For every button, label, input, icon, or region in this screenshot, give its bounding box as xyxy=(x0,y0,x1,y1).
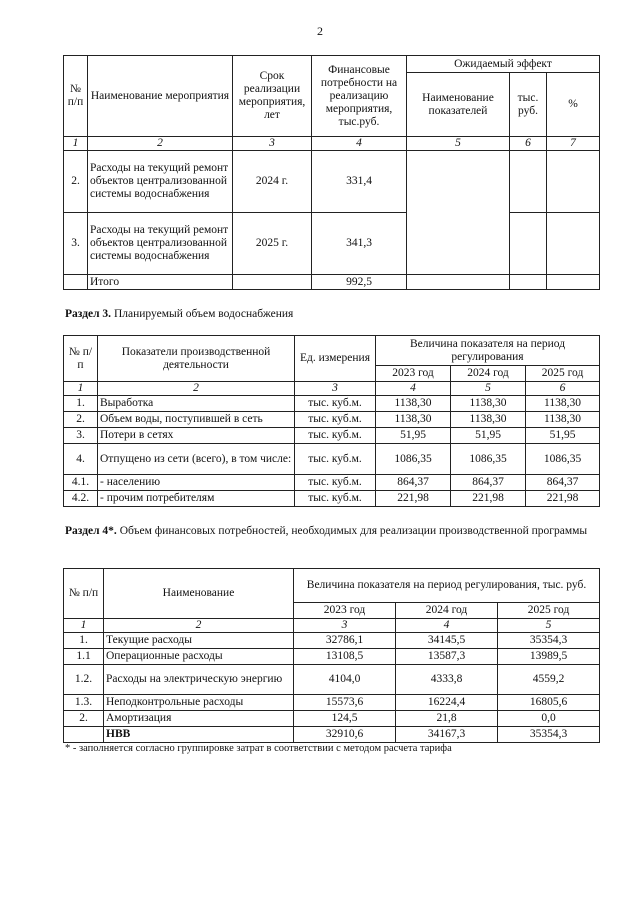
row-value-2024: 1138,30 xyxy=(451,396,526,412)
table-row xyxy=(64,491,600,507)
row-effect-name xyxy=(407,151,510,275)
table-row xyxy=(64,695,600,711)
col-number: 6 xyxy=(526,382,600,396)
col-number: 5 xyxy=(451,382,526,396)
row-name: Отпущено из сети (всего), в том числе: xyxy=(98,444,295,475)
col-number: 4 xyxy=(396,619,498,633)
row-value-2023: 4104,0 xyxy=(294,665,396,695)
row-name: - прочим потребителям xyxy=(98,491,295,507)
row-value-2024: 16224,4 xyxy=(396,695,498,711)
row-value-2024: 21,8 xyxy=(396,711,498,727)
col-number: 4 xyxy=(376,382,451,396)
section4-title-rest: Объем финансовых потребностей, необходимых для реализации производственной программы xyxy=(116,525,588,537)
row-num: 4. xyxy=(64,444,98,475)
section4-title-bold: Раздел 4*. xyxy=(65,525,117,537)
table-row xyxy=(64,412,600,428)
row-value-2024: 1138,30 xyxy=(451,412,526,428)
row-num xyxy=(64,727,104,743)
col-header-name: Наименование мероприятия xyxy=(88,56,233,137)
row-value-2025: 864,37 xyxy=(526,475,600,491)
row-value-2023: 32910,6 xyxy=(294,727,396,743)
row-unit: тыс. куб.м. xyxy=(295,475,376,491)
row-value-2025: 0,0 xyxy=(498,711,600,727)
row-effect-pct xyxy=(547,151,600,213)
col-header-2024: 2024 год xyxy=(396,603,498,619)
row-name: - населению xyxy=(98,475,295,491)
row-value-2024: 34167,3 xyxy=(396,727,498,743)
table-row xyxy=(64,711,600,727)
page-number: 2 xyxy=(317,24,323,38)
col-header-name: Наименование xyxy=(104,569,294,619)
col-number: 1 xyxy=(64,619,104,633)
col-number: 2 xyxy=(104,619,294,633)
row-value-2023: 1086,35 xyxy=(376,444,451,475)
row-value-2023: 221,98 xyxy=(376,491,451,507)
total-effect-name xyxy=(407,275,510,290)
row-term: 2025 г. xyxy=(233,213,312,275)
row-effect-pct xyxy=(547,213,600,275)
row-name: Операционные расходы xyxy=(104,649,294,665)
row-value-2023: 15573,6 xyxy=(294,695,396,711)
footnote: * - заполняется согласно группировке затрат в соответствии с методом расчета тарифа xyxy=(65,743,452,754)
row-value-2024: 221,98 xyxy=(451,491,526,507)
row-num: 2. xyxy=(64,711,104,727)
total-term xyxy=(233,275,312,290)
table-row xyxy=(64,665,600,695)
table-row xyxy=(64,151,600,213)
row-num: 4.2. xyxy=(64,491,98,507)
col-header-finance: Финансовые потребности на реализацию мероприятия, тыс.руб. xyxy=(312,56,407,137)
row-finance: 341,3 xyxy=(312,213,407,275)
total-label: Итого xyxy=(88,275,233,290)
row-value-2023: 32786,1 xyxy=(294,633,396,649)
row-num: 1.2. xyxy=(64,665,104,695)
col-header-2024: 2024 год xyxy=(451,366,526,382)
row-value-2024: 51,95 xyxy=(451,428,526,444)
row-value-2023: 124,5 xyxy=(294,711,396,727)
row-num: 3. xyxy=(64,428,98,444)
row-value-2023: 864,37 xyxy=(376,475,451,491)
col-header-thousand-rub: тыс. руб. xyxy=(510,73,547,137)
col-header-num: № п/п xyxy=(64,569,104,619)
row-name: Расходы на электрическую энергию xyxy=(104,665,294,695)
col-number: 2 xyxy=(88,137,233,151)
col-header-percent: % xyxy=(547,73,600,137)
col-header-value: Величина показателя на период регулирования, тыс. руб. xyxy=(294,569,600,603)
table-row xyxy=(64,649,600,665)
table-row xyxy=(64,444,600,475)
row-term: 2024 г. xyxy=(233,151,312,213)
row-unit: тыс. куб.м. xyxy=(295,396,376,412)
col-header-unit: Ед. измерения xyxy=(295,336,376,382)
financial-needs-table xyxy=(63,568,600,743)
col-header-term: Срок реализации мероприятия, лет xyxy=(233,56,312,137)
row-num: 1.3. xyxy=(64,695,104,711)
row-unit: тыс. куб.м. xyxy=(295,412,376,428)
col-header-num: № п/п xyxy=(64,336,98,382)
col-number: 3 xyxy=(295,382,376,396)
measures-table xyxy=(63,55,600,290)
row-unit: тыс. куб.м. xyxy=(295,491,376,507)
table-row xyxy=(64,633,600,649)
water-supply-table xyxy=(63,335,600,507)
row-name: Выработка xyxy=(98,396,295,412)
row-value-2025: 35354,3 xyxy=(498,633,600,649)
row-value-2025: 4559,2 xyxy=(498,665,600,695)
total-row xyxy=(64,275,600,290)
col-number: 3 xyxy=(294,619,396,633)
row-num: 4.1. xyxy=(64,475,98,491)
row-num: 2. xyxy=(64,151,88,213)
row-unit: тыс. куб.м. xyxy=(295,428,376,444)
row-num: 1. xyxy=(64,633,104,649)
col-number: 1 xyxy=(64,382,98,396)
col-header-2023: 2023 год xyxy=(294,603,396,619)
col-header-2023: 2023 год xyxy=(376,366,451,382)
row-name: Расходы на текущий ремонт объектов централизованной системы водоснабжения xyxy=(88,151,233,213)
col-number: 6 xyxy=(510,137,547,151)
section4-title xyxy=(65,524,601,539)
row-name: Амортизация xyxy=(104,711,294,727)
row-effect-rub xyxy=(510,213,547,275)
table-row xyxy=(64,213,600,275)
row-value-2023: 1138,30 xyxy=(376,396,451,412)
total-num xyxy=(64,275,88,290)
row-value-2023: 51,95 xyxy=(376,428,451,444)
row-num: 1. xyxy=(64,396,98,412)
col-number: 4 xyxy=(312,137,407,151)
table-row xyxy=(64,396,600,412)
row-value-2025: 221,98 xyxy=(526,491,600,507)
col-header-2025: 2025 год xyxy=(498,603,600,619)
col-header-num: № п/п xyxy=(64,56,88,137)
row-name: Расходы на текущий ремонт объектов централизованной системы водоснабжения xyxy=(88,213,233,275)
table-row xyxy=(64,428,600,444)
row-num: 2. xyxy=(64,412,98,428)
row-value-2024: 1086,35 xyxy=(451,444,526,475)
row-value-2025: 1086,35 xyxy=(526,444,600,475)
row-value-2024: 34145,5 xyxy=(396,633,498,649)
total-row xyxy=(64,727,600,743)
col-number: 2 xyxy=(98,382,295,396)
col-header-effect: Ожидаемый эффект xyxy=(407,56,600,73)
table-row xyxy=(64,475,600,491)
row-name: НВВ xyxy=(104,727,294,743)
col-number: 5 xyxy=(498,619,600,633)
row-value-2025: 16805,6 xyxy=(498,695,600,711)
row-value-2024: 864,37 xyxy=(451,475,526,491)
col-number: 7 xyxy=(547,137,600,151)
section3-title xyxy=(65,308,293,320)
total-finance: 992,5 xyxy=(312,275,407,290)
col-header-indicators: Показатели производственной деятельности xyxy=(98,336,295,382)
row-name: Неподконтрольные расходы xyxy=(104,695,294,711)
row-value-2025: 13989,5 xyxy=(498,649,600,665)
row-value-2025: 35354,3 xyxy=(498,727,600,743)
row-value-2025: 51,95 xyxy=(526,428,600,444)
col-number: 3 xyxy=(233,137,312,151)
row-name: Потери в сетях xyxy=(98,428,295,444)
col-number: 1 xyxy=(64,137,88,151)
total-effect-pct xyxy=(547,275,600,290)
row-name: Текущие расходы xyxy=(104,633,294,649)
row-num: 3. xyxy=(64,213,88,275)
row-value-2023: 13108,5 xyxy=(294,649,396,665)
total-effect-rub xyxy=(510,275,547,290)
section3-title-bold: Раздел 3. xyxy=(65,308,112,320)
section3-title-rest: Планируемый объем водоснабжения xyxy=(111,308,294,320)
row-value-2023: 1138,30 xyxy=(376,412,451,428)
row-finance: 331,4 xyxy=(312,151,407,213)
row-num: 1.1 xyxy=(64,649,104,665)
row-effect-rub xyxy=(510,151,547,213)
col-header-2025: 2025 год xyxy=(526,366,600,382)
row-name: Объем воды, поступившей в сеть xyxy=(98,412,295,428)
row-value-2024: 4333,8 xyxy=(396,665,498,695)
col-header-indicator-name: Наименование показателей xyxy=(407,73,510,137)
row-value-2024: 13587,3 xyxy=(396,649,498,665)
col-header-value: Величина показателя на период регулирования xyxy=(376,336,600,366)
row-value-2025: 1138,30 xyxy=(526,412,600,428)
row-value-2025: 1138,30 xyxy=(526,396,600,412)
col-number: 5 xyxy=(407,137,510,151)
row-unit: тыс. куб.м. xyxy=(295,444,376,475)
